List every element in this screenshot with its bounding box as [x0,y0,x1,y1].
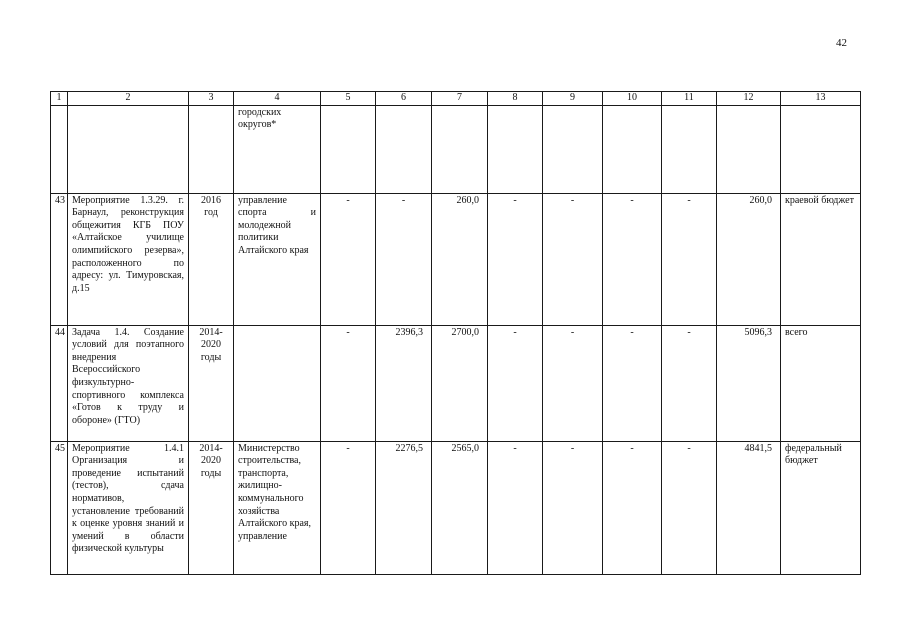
value-col8: - [488,325,543,441]
column-number: 5 [321,92,376,106]
row-number: 45 [51,441,68,574]
value-col7: 260,0 [432,193,488,325]
row-number: 44 [51,325,68,441]
column-number: 7 [432,92,488,106]
funding-source: всего [781,325,861,441]
value-col5: - [321,325,376,441]
activity-name: Мероприятие 1.3.29. г. Барнаул, реконструкция общежития КГБ ПОУ «Алтайское училище олимпийского резерва», расположенного по адресу: ул. Тимуровская, д.15 [68,193,189,325]
table-row [51,325,861,441]
period [189,105,234,193]
value-col9: - [543,441,603,574]
column-number: 6 [376,92,432,106]
column-number: 3 [189,92,234,106]
funding-source: федеральный бюджет [781,441,861,574]
executor [234,325,321,441]
column-number: 2 [68,92,189,106]
page-number: 42 [836,37,847,49]
value-total: 260,0 [717,193,781,325]
value-col9: - [543,325,603,441]
period: 2014-2020 годы [189,325,234,441]
table-row [51,441,861,574]
row-number: 43 [51,193,68,325]
value-col5: - [321,193,376,325]
value-col11: - [662,325,717,441]
period: 2014-2020 годы [189,441,234,574]
value-col6: 2396,3 [376,325,432,441]
column-number: 12 [717,92,781,106]
value-col7 [432,105,488,193]
table-row [51,193,861,325]
value-col11 [662,105,717,193]
value-col8 [488,105,543,193]
period: 2016 год [189,193,234,325]
value-col9 [543,105,603,193]
executor: Министерство строительства, транспорта, жилищно-коммунального хозяйства Алтайского края, управление [234,441,321,574]
executor: управление спорта и молодежной политики Алтайского края [234,193,321,325]
value-total: 5096,3 [717,325,781,441]
value-col7: 2565,0 [432,441,488,574]
value-col5: - [321,441,376,574]
value-col10: - [603,193,662,325]
row-number [51,105,68,193]
funding-source [781,105,861,193]
column-number: 11 [662,92,717,106]
value-col10: - [603,325,662,441]
value-col10: - [603,441,662,574]
value-total: 4841,5 [717,441,781,574]
value-col5 [321,105,376,193]
activity-name [68,105,189,193]
column-number: 10 [603,92,662,106]
funding-source: краевой бюджет [781,193,861,325]
value-col8: - [488,441,543,574]
activity-name: Мероприятие 1.4.1 Организация и проведение испытаний (тестов), сдача нормативов, установление требований к оценке уровня знаний и умений в области физической культуры [68,441,189,574]
column-number: 13 [781,92,861,106]
value-col8: - [488,193,543,325]
column-number: 8 [488,92,543,106]
activity-name: Задача 1.4. Создание условий для поэтапного внедрения Всероссийского физкультурно-спортивного комплекса «Готов к труду и обороне» (ГТО) [68,325,189,441]
value-col11: - [662,441,717,574]
program-table [50,91,861,575]
value-col10 [603,105,662,193]
column-numbers-row [51,92,861,106]
column-number: 9 [543,92,603,106]
value-col6 [376,105,432,193]
value-total [717,105,781,193]
value-col11: - [662,193,717,325]
column-number: 4 [234,92,321,106]
executor: городских округов* [234,105,321,193]
value-col6: - [376,193,432,325]
value-col7: 2700,0 [432,325,488,441]
table-row [51,105,861,193]
column-number: 1 [51,92,68,106]
value-col9: - [543,193,603,325]
value-col6: 2276,5 [376,441,432,574]
